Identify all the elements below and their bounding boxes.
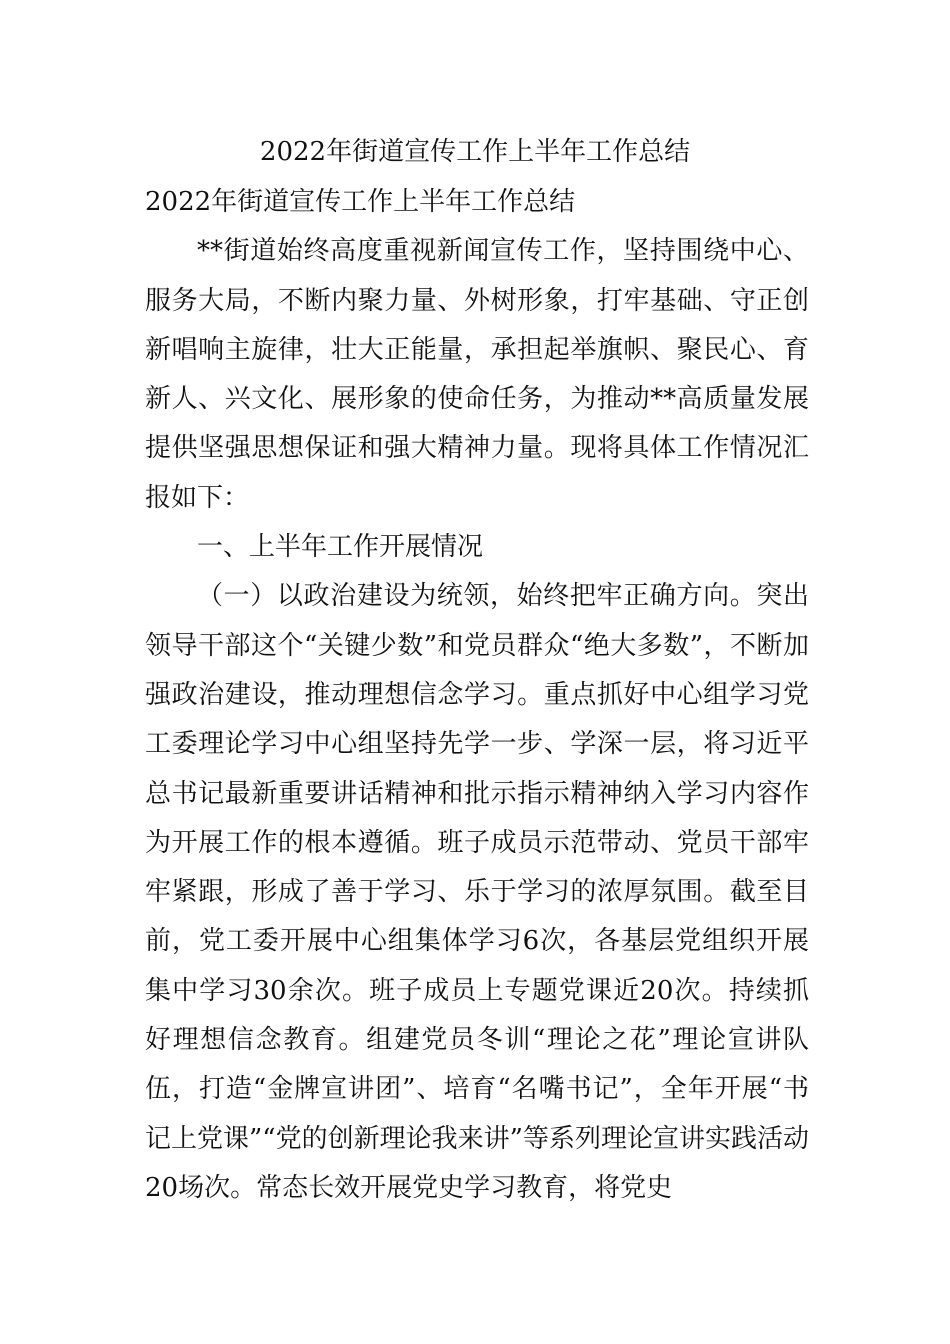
intro-paragraph: **街道始终高度重视新闻宣传工作，坚持围绕中心、服务大局，不断内聚力量、外树形象，打牢基础、守正创新唱响主旋律，壮大正能量，承担起举旗帜、聚民心、育新人、兴文化、展形象的使命任务，为推动**高质量发展提供坚强思想保证和强大精神力量。现将具体工作情况汇报如下：: [145, 236, 809, 513]
section-heading: 一、上半年工作开展情况: [197, 532, 484, 563]
section-paragraph: （一）以政治建设为统领，始终把牢正确方向。突出领导干部这个“关键少数”和党员群众“绝大多数”，不断加强政治建设，推动理想信念学习。重点抓好中心组学习党工委理论学习中心组坚持先学一步、学深一层，将习近平总书记最新重要讲话精神和批示指示精神纳入学习内容作为开展工作的根本遵循。班子成员示范带动、党员干部牢牢紧跟，形成了善于学习、乐于学习的浓厚氛围。截至目前，党工委开展中心组集体学习6次，各基层党组织开展集中学习30余次。班子成员上专题党课近20次。持续抓好理想信念教育。组建党员冬训“理论之花”理论宣讲队伍，打造“金牌宣讲团”、培育“名嘴书记”，全年开展“书记上党课”“党的创新理论我来讲”等系列理论宣讲实践活动20场次。常态长效开展党史学习教育，将党史: [145, 581, 809, 1203]
document-body: [145, 178, 809, 1213]
document-title: 2022年街道宣传工作上半年工作总结: [259, 137, 691, 167]
document-subtitle: 2022年街道宣传工作上半年工作总结: [145, 187, 576, 217]
